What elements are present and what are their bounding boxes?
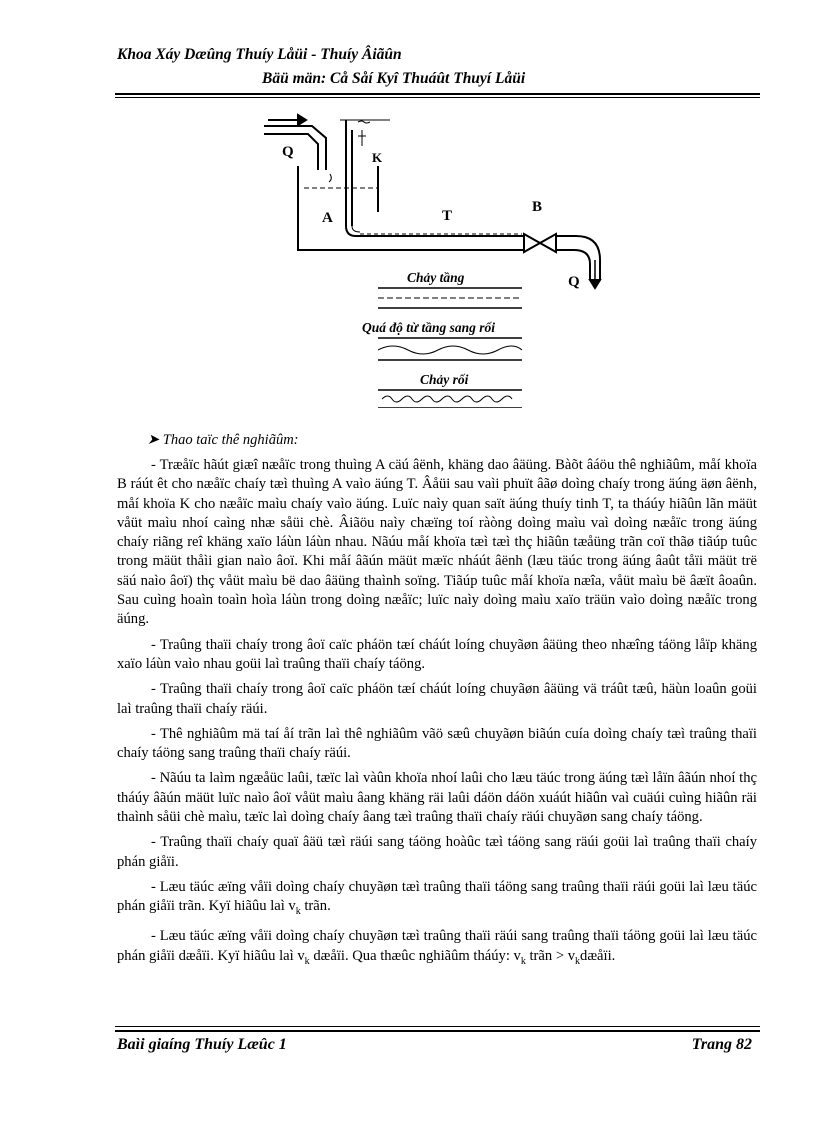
reynolds-experiment-figure — [260, 108, 620, 408]
section-title: ➤ Thao taïc thê nghiãûm: — [147, 432, 299, 448]
label-turbulent: Chảy rối — [420, 372, 469, 387]
header-rule-thin — [115, 97, 760, 98]
paragraph-8 — [117, 927, 757, 971]
label-q-out: Q — [568, 274, 580, 290]
paragraph-6: - Traûng thaïi chaíy quaï âäü tæì räúi sang táöng hoàûc tæì táöng sang räúi goüi laì traûng thaïi chaíy phán giåïi. — [117, 834, 757, 870]
dye-surface — [358, 121, 370, 123]
label-t: T — [442, 208, 453, 224]
paragraph-8-mid2: trãn > v — [525, 947, 576, 964]
paragraph-8-mid: dæåïi. Qua thæûc nghiãûm tháúy: v — [309, 947, 521, 964]
footer-rule-thin — [115, 1026, 760, 1027]
paragraph-4: - Thê nghiãûm mä taí åí trãn laì thê nghiãûm vãö sæû chuyãøn biãún cuía doìng chaíy tæì traûng thaïi chaíy táöng sang traûng thaïi chaíy räúi. — [117, 725, 757, 762]
label-q-in: Q — [282, 144, 294, 160]
body-text — [117, 456, 757, 977]
inlet-stream — [329, 174, 331, 182]
paragraph-7 — [117, 878, 757, 922]
pipe-t-upper — [346, 226, 524, 236]
label-b: B — [532, 199, 543, 215]
subscript-k: k — [304, 955, 310, 967]
header-line-1: Khoa Xáy Dæûng Thuíy Låüi - Thuíy Âiãûn — [117, 46, 402, 63]
subscript-k: k — [575, 955, 581, 967]
paragraph-7-tail: trãn. — [300, 898, 331, 915]
inlet-pipe-outer — [264, 126, 326, 170]
label-laminar: Chảy tầng — [407, 270, 465, 285]
section-title-text: Thao taïc thê nghiãûm: — [162, 432, 299, 448]
paragraph-7-text: - Læu täúc æïng våïi doìng chaíy chuyãøn tæì traûng thaïi táöng sang traûng thaïi räúi goüi laì læu täúc phán giåïi trãn. Kyï hiãûu laì v — [117, 878, 757, 915]
label-a: A — [322, 210, 333, 226]
turbulent-filament — [382, 396, 512, 402]
label-transition: Quá độ từ tầng sang rối — [362, 320, 495, 335]
valve-b-right — [540, 234, 556, 252]
paragraph-2: - Traûng thaïi chaíy trong âoï caïc pháön tæí cháút loíng chuyãøn âäüng theo nhæîng táöng låïp khäng xaïo láùn vaìo nhau goüi laì traûng thaïi chaíy táöng. — [117, 636, 757, 672]
outlet-arrow-head — [590, 280, 600, 288]
paragraph-1: - Træåïc hãút giæî næåïc trong thuìng A cäú âënh, khäng dao âäüng. Bàõt âáöu thê nghiãûm, måí khoïa B ráút êt cho næåïc chaíy tæì thuìng A vaìo äúng T. Âåüi sau vaìi phuït âãø doìng chaíy trong äúng äøn âënh, måí khoïa K cho næåïc maìu chaíy vaìo äúng. Luïc naìy quan saït äúng thuíy tinh T, ta tháúy hiãûn lãn mäüt våüt maìu nhoí caìng nhæ såüi chè. Âiãöu naìy chæïng toí ràòng doìng maìu vaì doìng næåïc trong äúng chaíy riãng reî khäng xaïo láùn láùn nhau. Nãúu måí khoïa tæì tæì thç hiãûn tæåüng trãn coï thãø tiãúp tuûc trong mäüt thåìi gian naìo âoï. Khi måí âãún mäüt mæïc nháút âënh (læu täúc trong äúng âaût tåïi mäüt trë säú naìo âoï) thç våüt maìu bë dao âäüng thaình soïng. Tiãúp tuûc måí khoïa næîa, våüt maìu bë âæït âoaûn. Sau cuìng hoaìn toaìn hoìa láùn trong doìng næåïc; luïc naìy doìng maìu xaïo träün vaìo doìng næåïc trong äúng. — [117, 457, 757, 628]
paragraph-5: - Nãúu ta laìm ngæåüc laûi, tæïc laì vàûn khoïa nhoí laûi cho læu täúc trong äúng tæì låïn âãún nhoí thç tháúy âãún mäüt luïc naìo âoï våüt maìu âang khäng räi laûi dáön dáön xuáút hiãûn vaì cuäúi cuìng hiãûn räi thaình såüi chè maìu, tæïc laì doìng chaíy âang tæì traûng thaïi chaíy räúi chuyãøn sang chaíy táöng. — [117, 770, 757, 826]
subscript-k: k — [295, 906, 301, 918]
subscript-k: k — [520, 955, 526, 967]
inlet-arrow-head — [298, 115, 306, 125]
label-k: K — [372, 150, 383, 165]
paragraph-8-text: - Læu täúc æïng våïi doìng chaíy chuyãøn tæì traûng thaïi räúi sang traûng thaïi táöng goüi laì læu täúc phán giåïi dæåïi. Kyï hiãûu laì v — [117, 928, 757, 964]
footer-rule-thick — [115, 1030, 760, 1032]
valve-b-left — [524, 234, 540, 252]
header-rule-thick — [115, 93, 760, 95]
paragraph-3: - Traûng thaïi chaíy trong âoï caïc pháön tæí cháút loíng chuyãøn âäüng vä tráût tæû, häùn loaûn goüi laì traûng thaïi chaíy räúi. — [117, 681, 757, 717]
page-number: Trang 82 — [691, 1036, 752, 1053]
footer-title: Baìi giaíng Thuíy Læûc 1 — [117, 1036, 287, 1053]
header-line-2: Bäü män: Cå Såí Kyî Thuáût Thuyí Låüi — [262, 70, 526, 87]
tank-a-wall-left — [298, 166, 348, 250]
paragraph-8-end: dæåïi. — [580, 947, 616, 964]
transition-filament — [378, 346, 522, 354]
